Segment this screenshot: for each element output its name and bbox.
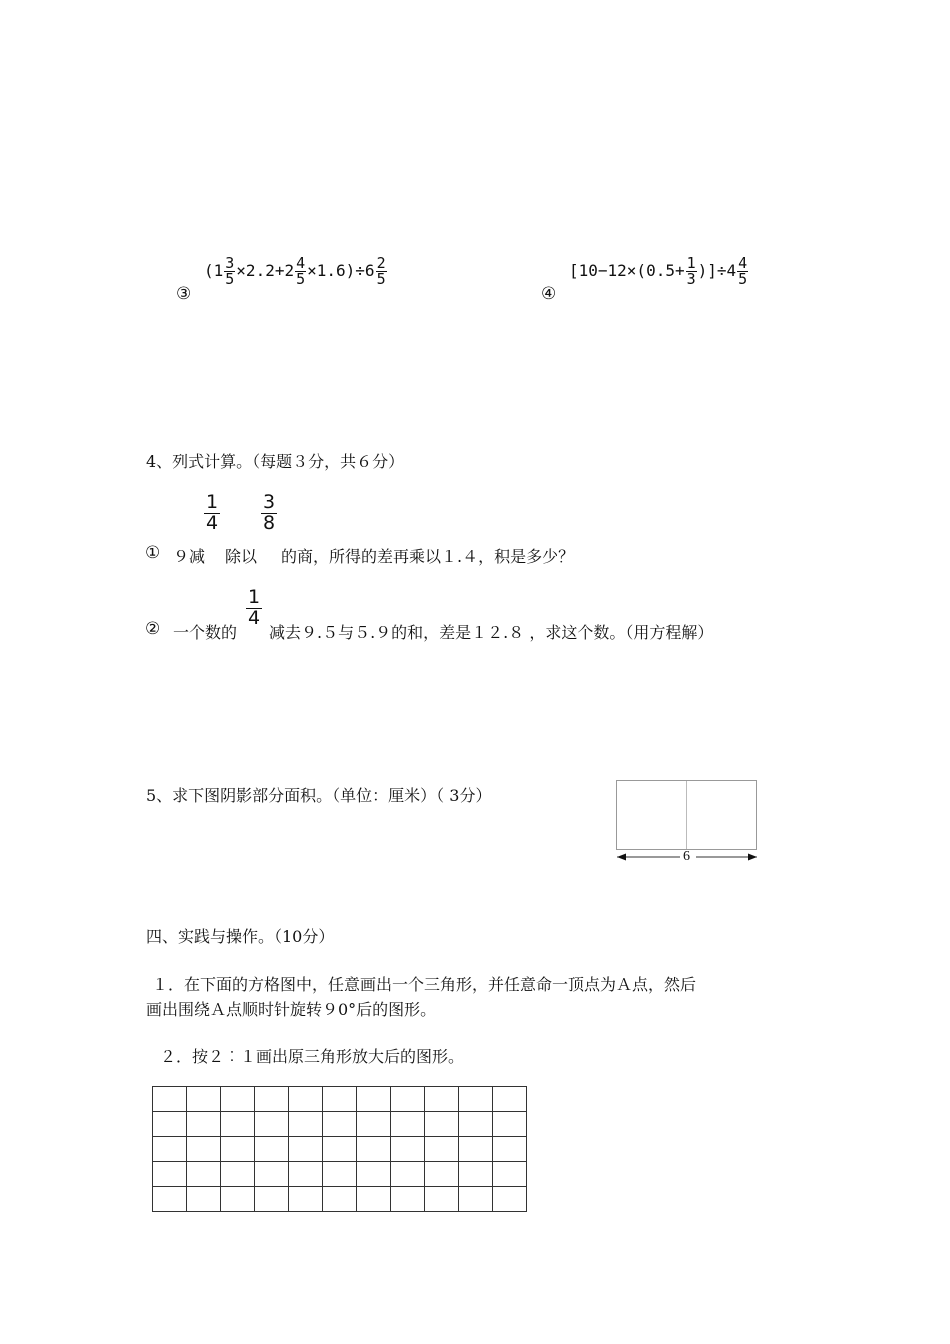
grid-cell[interactable]	[221, 1162, 255, 1187]
practice-heading: 四、实践与操作。（10分）	[146, 927, 335, 946]
fraction	[224, 256, 235, 287]
grid-cell[interactable]	[357, 1187, 391, 1212]
numerator: 1	[248, 586, 261, 608]
task-1-line-2: 画出围绕Ａ点顺时针旋转９0°后的图形。	[146, 1000, 437, 1019]
grid-cell[interactable]	[153, 1137, 187, 1162]
q2-text-a: 一个数的	[173, 623, 238, 642]
grid-cell[interactable]	[221, 1137, 255, 1162]
grid-cell[interactable]	[357, 1112, 391, 1137]
grid-row	[153, 1137, 527, 1162]
expr-part: ×1.6)÷6	[307, 261, 375, 280]
grid-cell[interactable]	[187, 1137, 221, 1162]
grid-cell[interactable]	[357, 1087, 391, 1112]
area-figure	[616, 780, 757, 850]
grid-cell[interactable]	[323, 1162, 357, 1187]
grid-cell[interactable]	[187, 1187, 221, 1212]
expr-part: )]÷4	[697, 261, 737, 280]
denominator: 4	[206, 511, 219, 534]
section-4-heading: 4、列式计算。（每题３分，共６分）	[146, 452, 405, 471]
grid-cell[interactable]	[221, 1112, 255, 1137]
grid-cell[interactable]	[221, 1187, 255, 1212]
denominator: 5	[376, 270, 386, 288]
grid-cell[interactable]	[493, 1087, 527, 1112]
problem-3-expression	[204, 256, 388, 287]
grid-row	[153, 1087, 527, 1112]
grid-cell[interactable]	[357, 1162, 391, 1187]
grid-cell[interactable]	[493, 1162, 527, 1187]
fraction	[737, 256, 748, 287]
grid-cell[interactable]	[493, 1112, 527, 1137]
problem-3-marker: ③	[176, 284, 192, 304]
task-1-line-1: １．在下面的方格图中，任意画出一个三角形，并任意命一顶点为Ａ点，然后	[152, 975, 697, 994]
grid-cell[interactable]	[391, 1162, 425, 1187]
problem-4-expression	[569, 256, 749, 287]
task-2: ２．按２︰１画出原三角形放大后的图形。	[160, 1047, 465, 1066]
grid-cell[interactable]	[153, 1162, 187, 1187]
grid-cell[interactable]	[459, 1112, 493, 1137]
fraction	[295, 256, 306, 287]
grid-cell[interactable]	[425, 1162, 459, 1187]
dimension-label: 6	[683, 849, 690, 864]
numerator: 3	[225, 254, 235, 272]
denominator: 5	[296, 270, 306, 288]
grid-cell[interactable]	[391, 1112, 425, 1137]
grid-cell[interactable]	[221, 1087, 255, 1112]
numerator: 1	[686, 254, 696, 272]
grid-row	[153, 1162, 527, 1187]
q1-text-c: 的商，所得的差再乘以１.４，积是多少？	[281, 547, 575, 566]
section-5-heading: 5、求下图阴影部分面积。（单位：厘米）（ 3分）	[146, 786, 492, 805]
drawing-grid[interactable]	[152, 1086, 527, 1212]
grid-cell[interactable]	[323, 1187, 357, 1212]
q2-fraction	[246, 588, 262, 629]
denominator: 5	[738, 270, 748, 288]
grid-cell[interactable]	[289, 1112, 323, 1137]
grid-cell[interactable]	[255, 1112, 289, 1137]
grid-cell[interactable]	[153, 1187, 187, 1212]
grid-cell[interactable]	[425, 1112, 459, 1137]
numerator: 2	[376, 254, 386, 272]
q1-fraction-2	[261, 493, 277, 534]
grid-cell[interactable]	[187, 1087, 221, 1112]
grid-cell[interactable]	[187, 1112, 221, 1137]
grid-cell[interactable]	[391, 1187, 425, 1212]
grid-cell[interactable]	[187, 1162, 221, 1187]
numerator: 3	[263, 491, 276, 513]
grid-cell[interactable]	[289, 1187, 323, 1212]
grid-cell[interactable]	[425, 1137, 459, 1162]
denominator: 5	[225, 270, 235, 288]
expr-part: [10−12×(0.5+	[569, 261, 685, 280]
grid-cell[interactable]	[255, 1187, 289, 1212]
grid-cell[interactable]	[459, 1137, 493, 1162]
grid-cell[interactable]	[493, 1187, 527, 1212]
grid-cell[interactable]	[289, 1137, 323, 1162]
q1-text-a: ９减	[173, 547, 206, 566]
q1-marker: ①	[145, 543, 161, 563]
problem-4-marker: ④	[541, 284, 557, 304]
q1-fraction-1	[204, 493, 220, 534]
denominator: 3	[686, 270, 696, 288]
fraction	[376, 256, 387, 287]
grid-cell[interactable]	[391, 1087, 425, 1112]
denominator: 4	[248, 606, 261, 629]
grid-cell[interactable]	[391, 1137, 425, 1162]
expr-part: (1	[204, 261, 224, 280]
q2-text-b: 减去９.５与５.９的和，差是１２.８ ，求这个数。（用方程解）	[269, 623, 714, 642]
grid-row	[153, 1187, 527, 1212]
grid-cell[interactable]	[289, 1087, 323, 1112]
expr-part: ×2.2+2	[236, 261, 295, 280]
numerator: 4	[738, 254, 748, 272]
fraction	[686, 256, 697, 287]
grid-cell[interactable]	[459, 1187, 493, 1212]
grid-cell[interactable]	[289, 1162, 323, 1187]
grid-cell[interactable]	[153, 1087, 187, 1112]
grid-cell[interactable]	[255, 1137, 289, 1162]
grid-cell[interactable]	[357, 1137, 391, 1162]
grid-cell[interactable]	[255, 1087, 289, 1112]
numerator: 1	[206, 491, 219, 513]
grid-cell[interactable]	[493, 1137, 527, 1162]
figure-divider	[686, 781, 687, 849]
grid-cell[interactable]	[153, 1112, 187, 1137]
denominator: 8	[263, 511, 276, 534]
grid-cell[interactable]	[255, 1162, 289, 1187]
grid-cell[interactable]	[425, 1087, 459, 1112]
grid-cell[interactable]	[323, 1137, 357, 1162]
q2-marker: ②	[145, 619, 161, 639]
grid-cell[interactable]	[323, 1087, 357, 1112]
grid-cell[interactable]	[459, 1087, 493, 1112]
grid-cell[interactable]	[323, 1112, 357, 1137]
grid-cell[interactable]	[459, 1162, 493, 1187]
grid-cell[interactable]	[425, 1187, 459, 1212]
grid-row	[153, 1112, 527, 1137]
numerator: 4	[296, 254, 306, 272]
q1-text-b: 除以	[225, 547, 258, 566]
